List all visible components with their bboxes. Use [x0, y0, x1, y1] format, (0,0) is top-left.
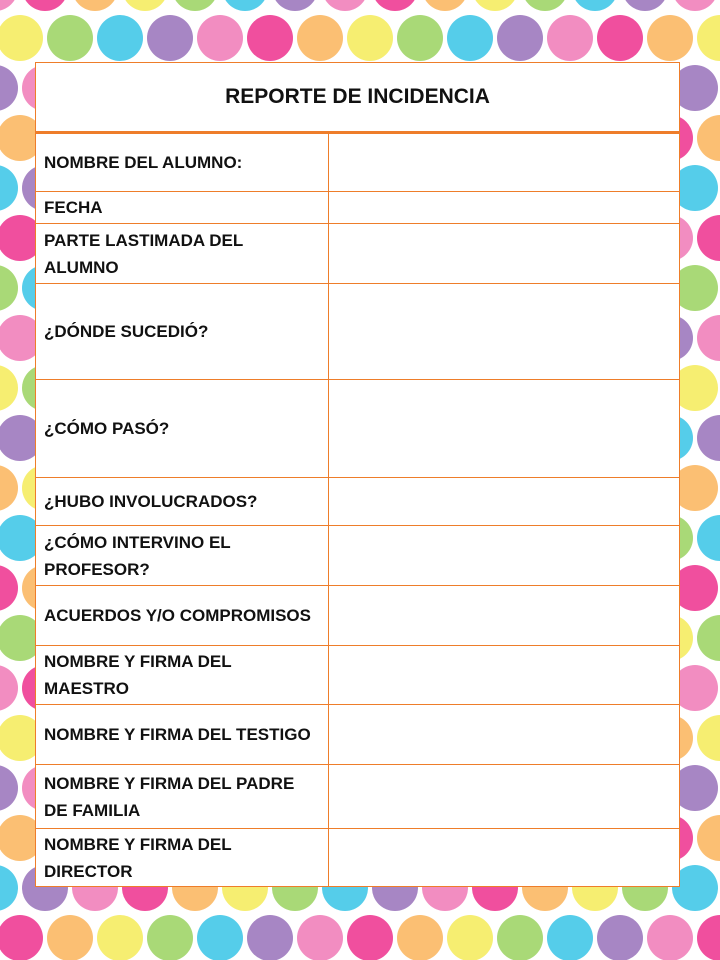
polka-dot	[0, 165, 18, 211]
polka-dot	[347, 15, 393, 61]
polka-dot	[647, 915, 693, 960]
row-label: NOMBRE Y FIRMA DEL TESTIGO	[36, 705, 328, 765]
polka-dot	[397, 915, 443, 960]
polka-dot	[572, 0, 618, 11]
row-label: NOMBRE DEL ALUMNO:	[36, 134, 328, 192]
row-label: ¿HUBO INVOLUCRADOS?	[36, 478, 328, 526]
row-label: ¿CÓMO INTERVINO EL PROFESOR?	[36, 526, 328, 586]
polka-dot	[197, 915, 243, 960]
table-row	[36, 380, 679, 478]
polka-dot	[0, 865, 18, 911]
row-value-field[interactable]	[328, 586, 679, 646]
polka-dot	[97, 15, 143, 61]
polka-dot	[447, 915, 493, 960]
table-row	[36, 765, 679, 829]
polka-dot	[0, 915, 43, 960]
polka-dot	[22, 0, 68, 11]
polka-dot	[0, 465, 18, 511]
polka-dot	[547, 15, 593, 61]
polka-dot	[0, 365, 18, 411]
polka-dot	[622, 0, 668, 11]
table-row	[36, 224, 679, 284]
polka-dot	[697, 415, 720, 461]
row-value-field[interactable]	[328, 224, 679, 284]
polka-dot	[147, 15, 193, 61]
row-value-field[interactable]	[328, 284, 679, 380]
polka-dot	[0, 665, 18, 711]
polka-dot	[97, 915, 143, 960]
table-row	[36, 646, 679, 705]
table-row	[36, 526, 679, 586]
row-value-field[interactable]	[328, 134, 679, 192]
polka-dot	[197, 15, 243, 61]
row-label: ¿CÓMO PASÓ?	[36, 380, 328, 478]
polka-dot	[0, 765, 18, 811]
table-row	[36, 829, 679, 887]
polka-dot	[547, 915, 593, 960]
row-value-field[interactable]	[328, 646, 679, 705]
polka-dot	[597, 15, 643, 61]
polka-dot	[697, 615, 720, 661]
polka-dot	[297, 915, 343, 960]
polka-dot	[247, 15, 293, 61]
row-label: NOMBRE Y FIRMA DEL DIRECTOR	[36, 829, 328, 887]
row-value-field[interactable]	[328, 765, 679, 829]
polka-dot	[422, 0, 468, 11]
polka-dot	[697, 715, 720, 761]
polka-dot	[447, 15, 493, 61]
table-row	[36, 134, 679, 192]
polka-dot	[347, 915, 393, 960]
row-value-field[interactable]	[328, 192, 679, 224]
row-label: PARTE LASTIMADA DEL ALUMNO	[36, 224, 328, 284]
polka-dot	[647, 15, 693, 61]
polka-dot	[597, 915, 643, 960]
table-row	[36, 705, 679, 765]
polka-dot	[272, 0, 318, 11]
polka-dot	[222, 0, 268, 11]
polka-dot	[247, 915, 293, 960]
polka-dot	[0, 65, 18, 111]
polka-dot	[697, 215, 720, 261]
polka-dot	[72, 0, 118, 11]
row-value-field[interactable]	[328, 526, 679, 586]
row-label: FECHA	[36, 192, 328, 224]
row-label: NOMBRE Y FIRMA DEL PADRE DE FAMILIA	[36, 765, 328, 829]
row-label: ACUERDOS Y/O COMPROMISOS	[36, 586, 328, 646]
polka-dot	[697, 15, 720, 61]
polka-dot	[147, 915, 193, 960]
polka-dot	[0, 565, 18, 611]
polka-dot	[0, 0, 18, 11]
polka-dot	[497, 15, 543, 61]
row-value-field[interactable]	[328, 705, 679, 765]
polka-dot	[472, 0, 518, 11]
table-row	[36, 478, 679, 526]
incident-report-sheet	[35, 62, 680, 887]
report-title: REPORTE DE INCIDENCIA	[36, 63, 679, 133]
polka-dot	[0, 265, 18, 311]
row-label: NOMBRE Y FIRMA DEL MAESTRO	[36, 646, 328, 705]
row-label: ¿DÓNDE SUCEDIÓ?	[36, 284, 328, 380]
polka-dot	[47, 915, 93, 960]
polka-dot	[697, 815, 720, 861]
row-value-field[interactable]	[328, 829, 679, 887]
row-value-field[interactable]	[328, 380, 679, 478]
polka-dot	[172, 0, 218, 11]
table-row	[36, 192, 679, 224]
polka-dot	[697, 515, 720, 561]
table-row	[36, 586, 679, 646]
polka-dot	[697, 115, 720, 161]
polka-dot	[0, 15, 43, 61]
row-value-field[interactable]	[328, 478, 679, 526]
polka-dot	[672, 0, 718, 11]
polka-dot	[122, 0, 168, 11]
polka-dot	[397, 15, 443, 61]
polka-dot	[522, 0, 568, 11]
polka-dot	[372, 0, 418, 11]
polka-dot	[697, 315, 720, 361]
polka-dot	[322, 0, 368, 11]
polka-dot	[47, 15, 93, 61]
report-table	[36, 133, 679, 887]
table-row	[36, 284, 679, 380]
polka-dot	[297, 15, 343, 61]
polka-dot	[697, 915, 720, 960]
polka-dot	[497, 915, 543, 960]
